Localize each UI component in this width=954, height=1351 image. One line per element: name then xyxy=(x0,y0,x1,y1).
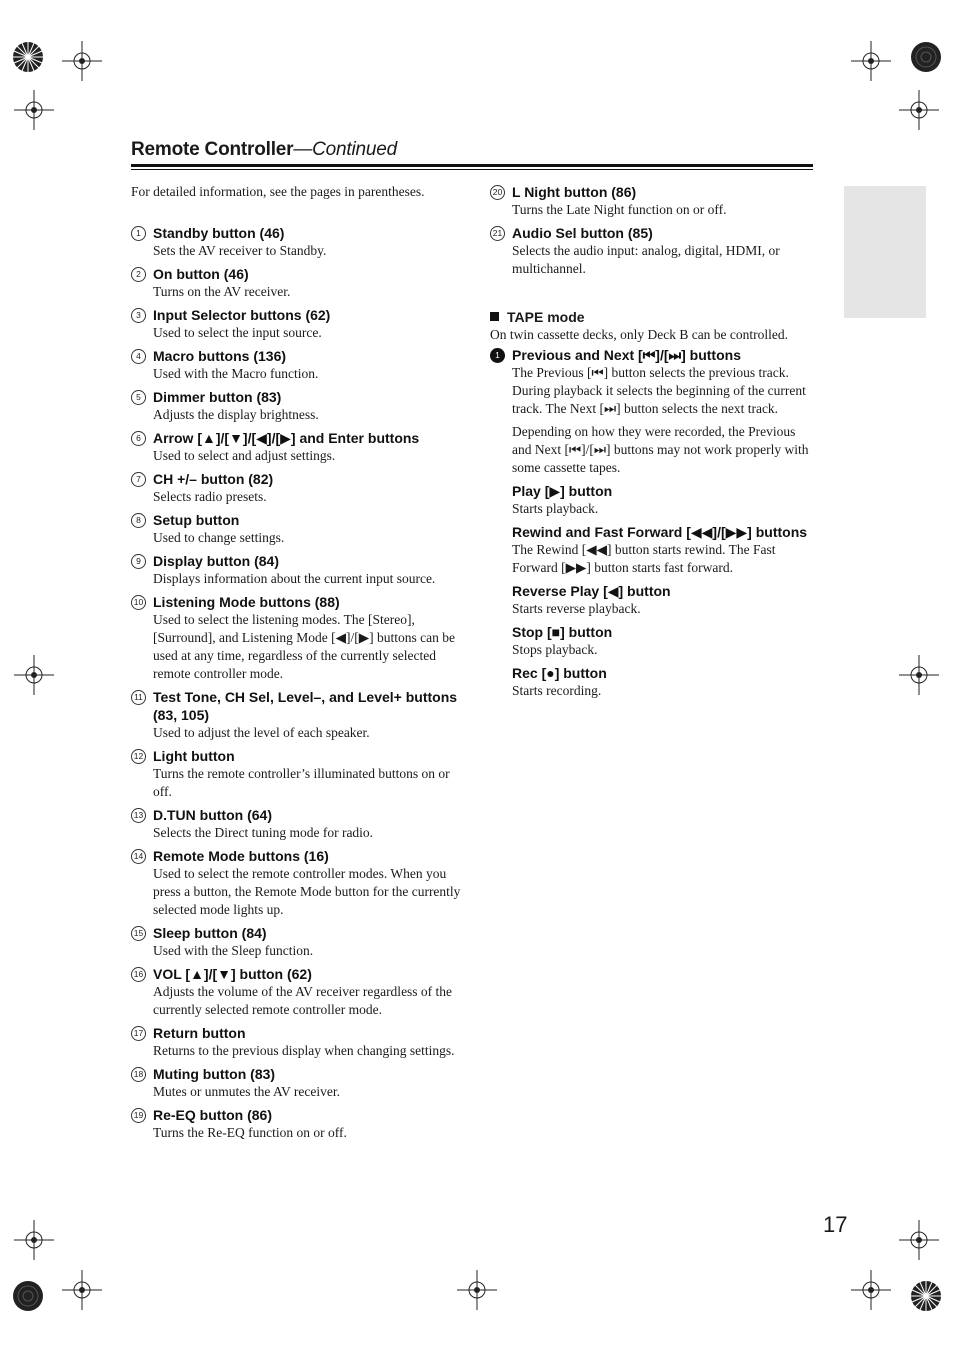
list-item xyxy=(131,265,461,301)
item-title: Muting button (83) xyxy=(153,1066,276,1082)
tape-sub-item xyxy=(490,523,815,577)
item-description xyxy=(153,983,461,1019)
list-item xyxy=(131,224,461,260)
tape-heading-text: TAPE mode xyxy=(507,309,585,325)
button-list-continued xyxy=(490,183,815,278)
item-number-badge: 1 xyxy=(131,226,146,241)
description-paragraph: Adjusts the display brightness. xyxy=(153,407,319,422)
list-item xyxy=(131,847,461,919)
crosshair-icon xyxy=(14,1220,54,1260)
item-description xyxy=(153,447,461,465)
right-column xyxy=(490,183,815,705)
sub-item-description: Starts playback. xyxy=(512,501,599,516)
item-title: Remote Mode buttons (16) xyxy=(153,848,329,864)
description-paragraph: Sets the AV receiver to Standby. xyxy=(153,243,327,258)
page-title xyxy=(131,139,397,161)
item-title: D.TUN button (64) xyxy=(153,807,272,823)
section-tab xyxy=(844,186,926,318)
tape-sub-item xyxy=(490,482,815,518)
item-description xyxy=(512,242,815,278)
description-paragraph: Used to change settings. xyxy=(153,530,285,545)
item-number-badge: 16 xyxy=(131,967,146,982)
description-paragraph: Used with the Macro function. xyxy=(153,366,319,381)
item-number-badge: 19 xyxy=(131,1108,146,1123)
crosshair-icon xyxy=(851,41,891,81)
sub-item-description: Starts reverse playback. xyxy=(512,601,641,616)
list-item xyxy=(131,429,461,465)
item-description xyxy=(153,865,461,919)
registration-mark-icon xyxy=(906,37,946,77)
list-item xyxy=(131,688,461,742)
square-bullet-icon xyxy=(490,312,499,321)
list-item xyxy=(490,346,815,477)
crosshair-icon xyxy=(457,1270,497,1310)
item-description xyxy=(153,1124,461,1142)
crosshair-icon xyxy=(14,90,54,130)
description-paragraph: Used to select the listening modes. The [Stereo], [Surround], and Listening Mode [◀]/[▶] buttons can be used at any time, regardless of the currently selected remote controller mode. xyxy=(153,612,455,681)
item-number-badge: 11 xyxy=(131,690,146,705)
item-title: CH +/– button (82) xyxy=(153,471,274,487)
item-description xyxy=(512,201,815,219)
left-column xyxy=(131,183,461,1147)
item-title: VOL [▲]/[▼] button (62) xyxy=(153,966,312,982)
item-description xyxy=(153,611,461,683)
title-continued: —Continued xyxy=(293,139,397,160)
item-title: Test Tone, CH Sel, Level–, and Level+ buttons (83, 105) xyxy=(153,689,458,723)
registration-mark-icon xyxy=(8,37,48,77)
item-description xyxy=(153,570,461,588)
list-item xyxy=(131,1024,461,1060)
description-paragraph: Selects the Direct tuning mode for radio. xyxy=(153,825,374,840)
list-item xyxy=(131,924,461,960)
item-title: Re-EQ button (86) xyxy=(153,1107,272,1123)
item-number-badge: 2 xyxy=(131,267,146,282)
item-description xyxy=(153,406,461,424)
item-number-badge: 9 xyxy=(131,554,146,569)
crosshair-icon xyxy=(851,1270,891,1310)
description-paragraph: Used to select the input source. xyxy=(153,325,322,340)
item-number-badge: 6 xyxy=(131,431,146,446)
item-title: Macro buttons (136) xyxy=(153,348,287,364)
tape-sub-item xyxy=(490,582,815,618)
list-item xyxy=(131,552,461,588)
header-rule-thin xyxy=(131,169,813,170)
description-paragraph: Turns the Late Night function on or off. xyxy=(512,202,727,217)
list-item xyxy=(131,965,461,1019)
description-paragraph: Selects the audio input: analog, digital, HDMI, or multichannel. xyxy=(512,243,780,276)
crosshair-icon xyxy=(14,655,54,695)
sub-item-description: The Rewind [◀◀] button starts rewind. The Fast Forward [▶▶] button starts fast forward. xyxy=(512,542,776,575)
crosshair-icon xyxy=(899,90,939,130)
tape-mode-heading xyxy=(490,308,815,326)
button-list xyxy=(131,224,461,1142)
header-rule xyxy=(131,164,813,167)
registration-mark-icon xyxy=(906,1276,946,1316)
item-description xyxy=(153,1042,461,1060)
list-item xyxy=(131,511,461,547)
item-description xyxy=(153,365,461,383)
description-paragraph: Returns to the previous display when changing settings. xyxy=(153,1043,455,1058)
item-title: Listening Mode buttons (88) xyxy=(153,594,340,610)
sub-item-title: Stop [■] button xyxy=(512,624,613,640)
item-description xyxy=(153,529,461,547)
description-paragraph: Turns the remote controller’s illuminated buttons on or off. xyxy=(153,766,450,799)
item-title: Setup button xyxy=(153,512,240,528)
item-title: Dimmer button (83) xyxy=(153,389,282,405)
item-title: Return button xyxy=(153,1025,246,1041)
list-item xyxy=(490,224,815,278)
sub-item-title: Rewind and Fast Forward [◀◀]/[▶▶] buttons xyxy=(512,524,808,540)
list-item xyxy=(131,1106,461,1142)
list-item xyxy=(490,183,815,219)
list-item xyxy=(131,347,461,383)
sub-item-title: Play [▶] button xyxy=(512,483,613,499)
list-item xyxy=(131,306,461,342)
page-number: 17 xyxy=(823,1212,848,1237)
item-number-badge: 4 xyxy=(131,349,146,364)
description-paragraph: The Previous [⏮] button selects the previous track. During playback it selects the beginning of the current track. The Next [⏭] button selects the next track. xyxy=(512,365,806,416)
item-number-badge: 20 xyxy=(490,185,505,200)
item-number-badge: 18 xyxy=(131,1067,146,1082)
description-paragraph: Turns the Re-EQ function on or off. xyxy=(153,1125,347,1140)
description-paragraph: Used to select and adjust settings. xyxy=(153,448,336,463)
sub-item-title: Reverse Play [◀] button xyxy=(512,583,671,599)
sub-item-title: Rec [●] button xyxy=(512,665,607,681)
item-number-badge: 5 xyxy=(131,390,146,405)
tape-main-item xyxy=(490,346,815,477)
sub-item-description: Starts recording. xyxy=(512,683,602,698)
description-paragraph: Selects radio presets. xyxy=(153,489,267,504)
tape-note: On twin cassette decks, only Deck B can be controlled. xyxy=(490,327,789,342)
item-description xyxy=(153,724,461,742)
item-number-badge: 1 xyxy=(490,348,505,363)
tape-sub-item xyxy=(490,623,815,659)
item-title: Display button (84) xyxy=(153,553,280,569)
crosshair-icon xyxy=(899,655,939,695)
item-description xyxy=(153,488,461,506)
description-paragraph: Displays information about the current input source. xyxy=(153,571,436,586)
item-title: Input Selector buttons (62) xyxy=(153,307,331,323)
item-number-badge: 7 xyxy=(131,472,146,487)
item-title: Standby button (46) xyxy=(153,225,285,241)
item-title: L Night button (86) xyxy=(512,184,637,200)
list-item xyxy=(131,1065,461,1101)
sub-item-description: Stops playback. xyxy=(512,642,598,657)
list-item xyxy=(131,747,461,801)
item-title: Light button xyxy=(153,748,235,764)
item-title: Audio Sel button (85) xyxy=(512,225,653,241)
crosshair-icon xyxy=(62,41,102,81)
item-number-badge: 13 xyxy=(131,808,146,823)
description-paragraph: Used with the Sleep function. xyxy=(153,943,314,958)
item-description xyxy=(153,765,461,801)
description-paragraph: Mutes or unmutes the AV receiver. xyxy=(153,1084,340,1099)
description-paragraph: Used to adjust the level of each speaker. xyxy=(153,725,370,740)
item-number-badge: 10 xyxy=(131,595,146,610)
list-item xyxy=(131,806,461,842)
item-description xyxy=(153,242,461,260)
crosshair-icon xyxy=(62,1270,102,1310)
item-description xyxy=(153,1083,461,1101)
item-description xyxy=(153,824,461,842)
tape-sub-items xyxy=(490,482,815,700)
crosshair-icon xyxy=(899,1220,939,1260)
title-text: Remote Controller xyxy=(131,139,294,160)
list-item xyxy=(131,388,461,424)
registration-mark-icon xyxy=(8,1276,48,1316)
item-number-badge: 21 xyxy=(490,226,505,241)
item-description xyxy=(153,283,461,301)
item-number-badge: 15 xyxy=(131,926,146,941)
intro-text: For detailed information, see the pages in parentheses. xyxy=(131,184,425,199)
tape-sub-item xyxy=(490,664,815,700)
list-item xyxy=(131,593,461,683)
description-paragraph: Depending on how they were recorded, the Previous and Next [⏮]/[⏭] buttons may not work properly with some cassette tapes. xyxy=(512,424,809,475)
description-paragraph: Adjusts the volume of the AV receiver regardless of the currently selected remote controller mode. xyxy=(153,984,453,1017)
description-paragraph: Turns on the AV receiver. xyxy=(153,284,291,299)
item-description xyxy=(153,942,461,960)
item-title: On button (46) xyxy=(153,266,249,282)
item-number-badge: 14 xyxy=(131,849,146,864)
item-number-badge: 3 xyxy=(131,308,146,323)
item-title: Arrow [▲]/[▼]/[◀]/[▶] and Enter buttons xyxy=(153,430,420,446)
item-number-badge: 8 xyxy=(131,513,146,528)
item-description xyxy=(512,364,815,477)
list-item xyxy=(131,470,461,506)
item-title: Sleep button (84) xyxy=(153,925,267,941)
item-number-badge: 17 xyxy=(131,1026,146,1041)
item-title: Previous and Next [⏮]/[⏭] buttons xyxy=(512,347,741,363)
description-paragraph: Used to select the remote controller modes. When you press a button, the Remote Mode button for the currently selected mode lights up. xyxy=(153,866,461,917)
item-number-badge: 12 xyxy=(131,749,146,764)
item-description xyxy=(153,324,461,342)
